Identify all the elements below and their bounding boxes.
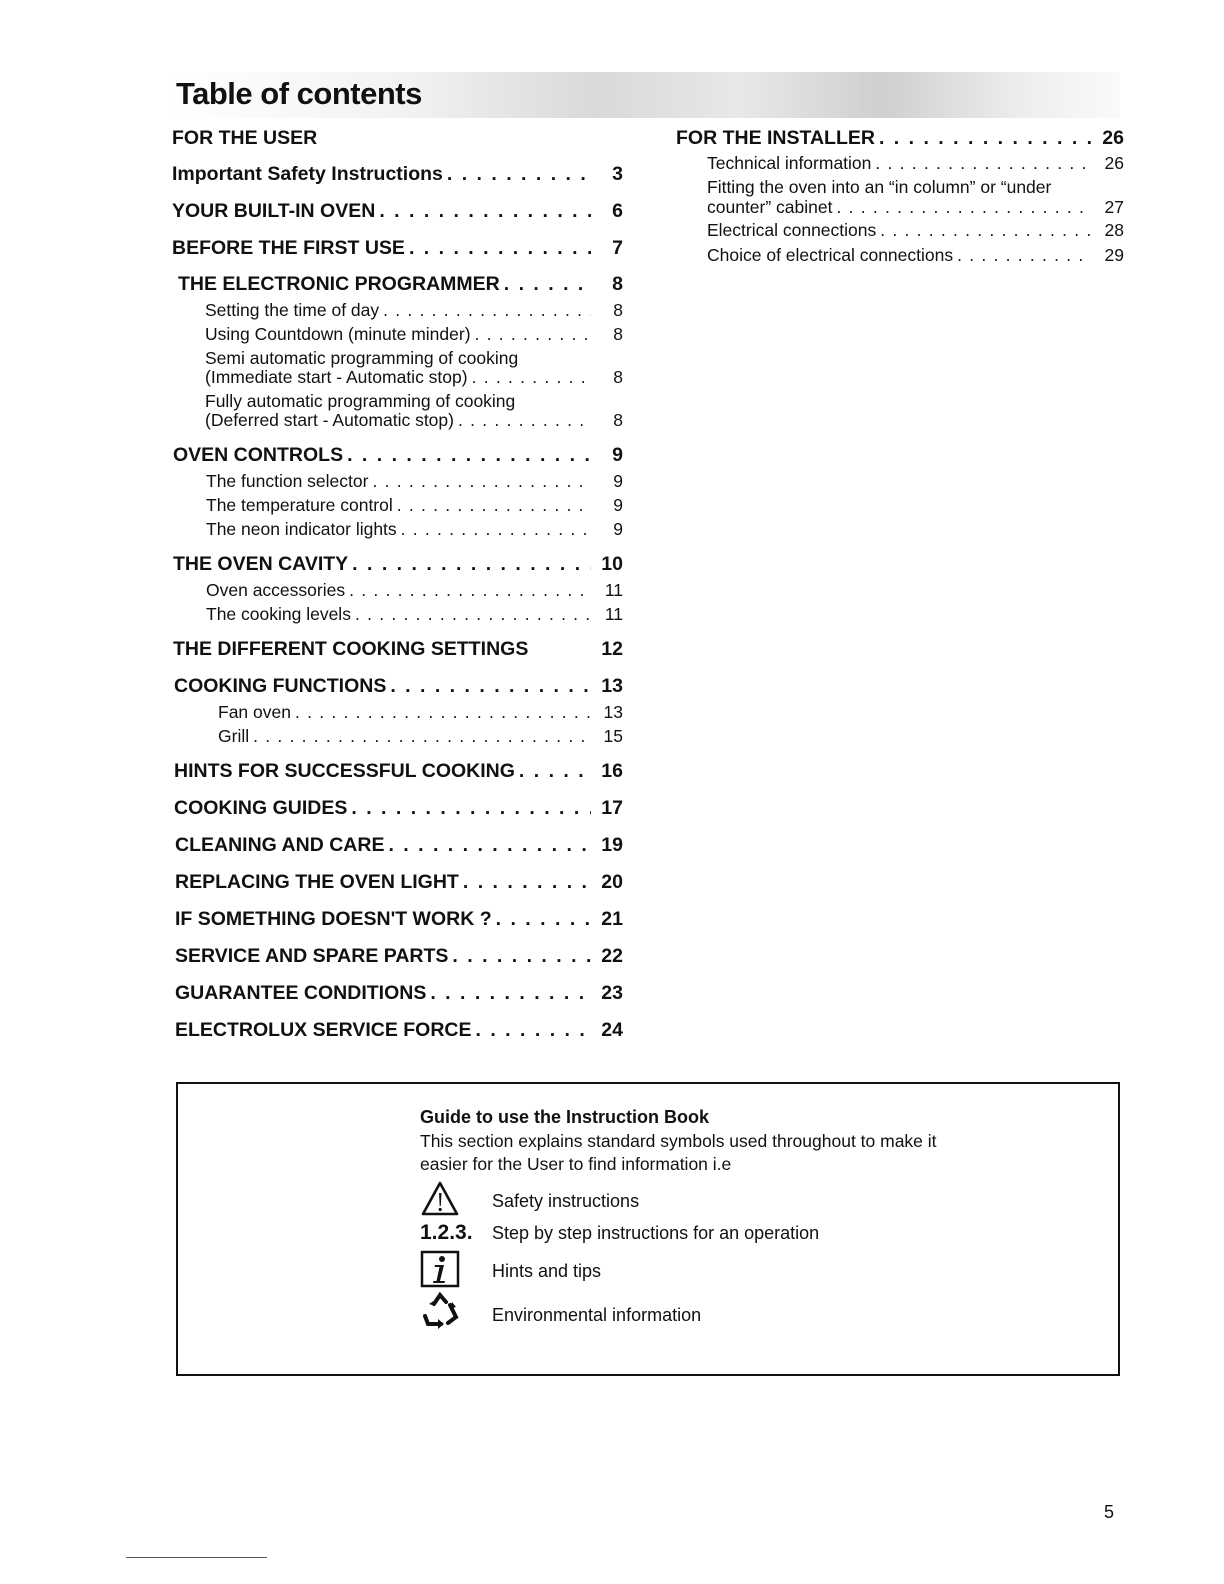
toc-label: Choice of electrical connections xyxy=(707,245,954,265)
toc-entry-grill[interactable] xyxy=(218,726,623,747)
toc-page: 9 xyxy=(612,444,623,466)
leader-dots xyxy=(447,163,591,186)
toc-page: 3 xyxy=(612,163,623,185)
leader-dots xyxy=(355,604,591,625)
toc-label: Using Countdown (minute minder) xyxy=(205,324,471,344)
toc-entry-guarantee[interactable] xyxy=(175,982,623,1005)
toc-label: THE ELECTRONIC PROGRAMMER xyxy=(178,273,500,295)
toc-page: 21 xyxy=(601,908,623,930)
toc-entry-time-of-day[interactable] xyxy=(205,300,623,321)
toc-page: 27 xyxy=(1104,197,1124,217)
recycle-icon xyxy=(420,1290,464,1335)
toc-page: 24 xyxy=(601,1019,623,1041)
toc-entry-semi-auto[interactable] xyxy=(205,367,623,388)
warning-triangle-icon xyxy=(420,1180,460,1223)
toc-entry-oven-light[interactable] xyxy=(175,871,623,894)
toc-entry-choice-connections[interactable] xyxy=(707,245,1124,266)
leader-dots xyxy=(957,245,1092,266)
user-heading: FOR THE USER xyxy=(172,127,318,149)
toc-label: Oven accessories xyxy=(206,580,346,600)
toc-label: OVEN CONTROLS xyxy=(173,444,344,466)
toc-label: THE OVEN CAVITY xyxy=(173,553,349,575)
toc-entry-countdown[interactable] xyxy=(205,324,623,345)
toc-label: IF SOMETHING DOESN'T WORK ? xyxy=(175,908,492,930)
toc-entry-cooking-functions[interactable] xyxy=(174,675,623,698)
toc-entry-safety[interactable] xyxy=(172,163,623,186)
toc-entry-installer[interactable] xyxy=(676,127,1124,150)
toc-entry-hints[interactable] xyxy=(174,760,623,783)
toc-entry-fully-auto[interactable] xyxy=(205,410,623,431)
leader-dots xyxy=(372,471,591,492)
toc-page: 16 xyxy=(601,760,623,782)
leader-dots xyxy=(397,495,591,516)
toc-page: 13 xyxy=(603,702,623,722)
toc-entry-built-in-oven[interactable] xyxy=(172,200,623,223)
toc-label: The cooking levels xyxy=(206,604,351,624)
toc-label: REPLACING THE OVEN LIGHT xyxy=(175,871,459,893)
toc-page: 9 xyxy=(613,519,623,539)
symbol-label-hints: Hints and tips xyxy=(492,1261,602,1281)
installer-heading: FOR THE INSTALLER xyxy=(676,127,875,149)
toc-label: ELECTROLUX SERVICE FORCE xyxy=(175,1019,472,1041)
toc-entry-troubleshooting[interactable] xyxy=(175,908,623,931)
steps-number: 1.2.3. xyxy=(420,1221,473,1244)
toc-page: 10 xyxy=(601,553,623,575)
leader-dots xyxy=(349,580,591,601)
guide-text-line-1: This section explains standard symbols used throughout to make it xyxy=(420,1131,937,1151)
toc-page: 20 xyxy=(601,871,623,893)
toc-label: BEFORE THE FIRST USE xyxy=(172,237,405,259)
toc-page: 11 xyxy=(604,604,623,624)
toc-label: Important Safety Instructions xyxy=(172,163,443,185)
toc-label: YOUR BUILT-IN OVEN xyxy=(172,200,376,222)
leader-dots xyxy=(879,127,1092,150)
leader-dots xyxy=(496,908,591,931)
leader-dots xyxy=(379,200,591,223)
toc-entry-neon-lights[interactable] xyxy=(206,519,623,540)
toc-label: Technical information xyxy=(707,153,872,173)
toc-page: 26 xyxy=(1102,127,1124,149)
leader-dots xyxy=(352,553,591,576)
leader-dots xyxy=(875,153,1092,174)
leader-dots xyxy=(463,871,591,894)
toc-label: The temperature control xyxy=(206,495,393,515)
toc-page: 8 xyxy=(613,367,623,387)
leader-dots xyxy=(383,300,591,321)
toc-page: 7 xyxy=(612,237,623,259)
toc-entry-electrical-connections[interactable] xyxy=(707,220,1124,241)
toc-label: Grill xyxy=(218,726,250,746)
symbol-label-safety: Safety instructions xyxy=(492,1191,640,1211)
leader-dots xyxy=(390,675,591,698)
toc-entry-fan-oven[interactable] xyxy=(218,702,623,723)
toc-entry-function-selector[interactable] xyxy=(206,471,623,492)
guide-title: Guide to use the Instruction Book xyxy=(420,1107,710,1127)
toc-page: 12 xyxy=(601,638,623,660)
toc-page: 11 xyxy=(604,580,623,600)
toc-page: 8 xyxy=(613,410,623,430)
toc-label-semi-auto: Semi automatic programming of cooking xyxy=(205,348,519,368)
toc-label: Electrical connections xyxy=(707,220,877,240)
toc-entry-cooking-settings[interactable] xyxy=(173,638,623,661)
toc-page: 6 xyxy=(612,200,623,222)
toc-entry-cleaning[interactable] xyxy=(175,834,623,857)
toc-label: Setting the time of day xyxy=(205,300,380,320)
toc-label: counter” cabinet xyxy=(707,197,833,217)
toc-entry-cooking-guides[interactable] xyxy=(174,797,623,820)
page-number: 5 xyxy=(1104,1502,1115,1522)
toc-page: 15 xyxy=(603,726,623,746)
leader-dots xyxy=(475,324,591,345)
toc-label: SERVICE AND SPARE PARTS xyxy=(175,945,449,967)
footer-rule xyxy=(126,1557,267,1558)
toc-label: THE DIFFERENT COOKING SETTINGS xyxy=(173,638,529,660)
leader-dots xyxy=(430,982,591,1005)
toc-page: 17 xyxy=(601,797,623,819)
leader-dots xyxy=(452,945,591,968)
toc-entry-programmer[interactable] xyxy=(178,273,623,296)
toc-label: (Deferred start - Automatic stop) xyxy=(205,410,454,430)
toc-page: 22 xyxy=(601,945,623,967)
toc-page: 19 xyxy=(601,834,623,856)
leader-dots xyxy=(476,1019,591,1042)
toc-label: GUARANTEE CONDITIONS xyxy=(175,982,427,1004)
leader-dots xyxy=(837,197,1093,218)
leader-dots xyxy=(401,519,591,540)
toc-label: The function selector xyxy=(206,471,369,491)
toc-label: CLEANING AND CARE xyxy=(175,834,385,856)
toc-page: 8 xyxy=(613,300,623,320)
leader-dots xyxy=(409,237,591,260)
guide-text-line-2: easier for the User to find information i.e xyxy=(420,1154,732,1174)
leader-dots xyxy=(388,834,591,857)
toc-label: HINTS FOR SUCCESSFUL COOKING xyxy=(174,760,515,782)
toc-entry-service-parts[interactable] xyxy=(175,945,623,968)
toc-entry-oven-cavity[interactable] xyxy=(173,553,623,576)
toc-entry-oven-controls[interactable] xyxy=(173,444,623,467)
toc-entry-service-force[interactable] xyxy=(175,1019,623,1042)
toc-page: 9 xyxy=(613,471,623,491)
leader-dots xyxy=(295,702,591,723)
toc-label-fully-auto: Fully automatic programming of cooking xyxy=(205,391,516,411)
toc-label-fitting: Fitting the oven into an “in column” or “under xyxy=(707,177,1052,197)
toc-page: 29 xyxy=(1104,245,1124,265)
toc-page: 23 xyxy=(601,982,623,1004)
toc-label: COOKING FUNCTIONS xyxy=(174,675,387,697)
symbol-label-environmental: Environmental information xyxy=(492,1305,702,1325)
toc-entry-temperature-control[interactable] xyxy=(206,495,623,516)
toc-entry-fitting[interactable] xyxy=(707,197,1124,218)
toc-entry-cooking-levels[interactable] xyxy=(206,604,623,625)
toc-label: The neon indicator lights xyxy=(206,519,397,539)
leader-dots xyxy=(504,273,591,296)
leader-dots xyxy=(347,444,591,467)
toc-entry-oven-accessories[interactable] xyxy=(206,580,623,601)
toc-page: 13 xyxy=(601,675,623,697)
info-icon xyxy=(420,1250,460,1293)
toc-page: 28 xyxy=(1104,220,1124,240)
leader-dots xyxy=(458,410,591,431)
toc-page: 9 xyxy=(613,495,623,515)
leader-dots xyxy=(519,760,591,783)
leader-dots xyxy=(880,220,1092,241)
toc-entry-first-use[interactable] xyxy=(172,237,623,260)
toc-page: 26 xyxy=(1104,153,1124,173)
toc-page: 8 xyxy=(612,273,623,295)
leader-dots xyxy=(472,367,591,388)
page-title: Table of contents xyxy=(176,76,422,111)
leader-dots xyxy=(351,797,591,820)
symbol-label-steps: Step by step instructions for an operation xyxy=(492,1223,820,1243)
leader-dots xyxy=(253,726,591,747)
toc-label: (Immediate start - Automatic stop) xyxy=(205,367,468,387)
toc-page: 8 xyxy=(613,324,623,344)
toc-entry-technical-information[interactable] xyxy=(707,153,1124,174)
toc-label: Fan oven xyxy=(218,702,291,722)
toc-label: COOKING GUIDES xyxy=(174,797,348,819)
